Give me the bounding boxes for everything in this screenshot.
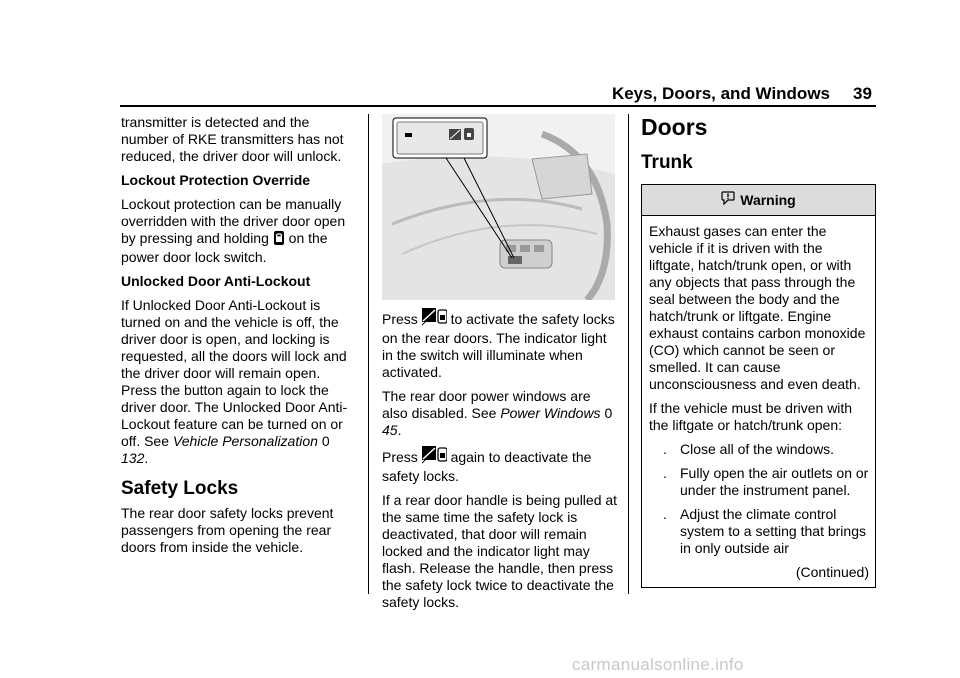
chapter-heading-doors: Doors [641,114,708,140]
cross-reference-page[interactable]: 132 [121,450,145,466]
text: . [144,450,149,466]
section-heading-trunk: Trunk [641,152,693,173]
paragraph [121,196,357,266]
warning-label: Warning [740,191,796,208]
paragraph: If a rear door handle is being pulled at the same time the safety lock is deactivated, that door will remain locked and the indicator light may flash. Release the handle, then press the safety lock twice to deactivate the safety locks. [382,492,618,610]
text: again to deactivate the safety locks. [382,449,592,484]
child-safety-lock-icon [422,446,447,468]
column-left [121,114,357,563]
column-middle [382,114,618,618]
cross-reference-title[interactable]: Power Windows [500,405,601,421]
bullet: . [663,465,667,481]
warning-body [642,216,875,587]
text: If Unlocked Door Anti-Lockout is turned on and the vehicle is off, the driver door is open, and locking is requested, all the doors will lock and the driver door will remain open. Press the button again to lock the driver door. The Unlocked Door Anti-Lockout feature can be turned on or off. See [121,297,348,449]
text: Lockout protection can be manually overridden with the driver door open by pressing and holding [121,196,346,246]
child-safety-lock-icon [422,308,447,330]
paragraph: Exhaust gases can enter the vehicle if it is driven with the liftgate, hatch/trunk open, or with any objects that pass through the seal between the body and the hatch/trunk or liftgate. Engine exhaust contains carbon monoxide (CO) which cannot be seen or smelled. It can cause unconsciousness and even death. [649,223,866,392]
paragraph [382,388,618,439]
paragraph: The rear door safety locks prevent passengers from opening the rear doors from inside the vehicle. [121,505,334,555]
list-item [649,506,869,557]
text: The rear door power windows are also disabled. See [382,388,591,421]
section-heading-safety-locks: Safety Locks [121,478,239,499]
header-rule [120,105,876,107]
list-item [649,465,869,499]
text: Adjust the climate control system to a setting that brings in only outside air [680,506,866,556]
page-number: 39 [853,84,872,103]
text: Close all of the windows. [680,441,835,457]
ref-arrow: 0 [321,433,330,449]
page-header [0,84,960,106]
text: to activate the safety locks on the rear doors. The indicator light in the switch will illuminate when activated. [382,311,615,380]
lock-icon [273,231,285,249]
continued-label: (Continued) [795,564,869,580]
bullet-list [649,441,869,557]
text: . [397,422,402,438]
text: Press [382,449,418,465]
paragraph [382,446,618,485]
column-divider [628,114,629,594]
ref-arrow: 0 [604,405,613,421]
warning-box [641,184,876,588]
bullet: . [663,441,667,457]
bullet: . [663,506,667,522]
column-right [641,114,876,588]
text: Press [382,311,418,327]
paragraph: If the vehicle must be driven with the liftgate or hatch/trunk open: [649,400,853,433]
list-item [649,441,869,458]
paragraph: transmitter is detected and the number of RKE transmitters has not reduced, the driver door will unlock. [121,114,344,164]
paragraph [121,297,357,467]
lockout-heading: Lockout Protection Override [121,172,311,188]
anti-lockout-heading: Unlocked Door Anti-Lockout [121,273,311,289]
cross-reference-title[interactable]: Vehicle Personalization [172,433,318,449]
warning-header [642,185,875,216]
door-switch-illustration [382,114,615,300]
text: on the power door lock switch. [121,230,328,265]
warning-icon [721,191,735,209]
column-divider [368,114,369,594]
text: Fully open the air outlets on or under the instrument panel. [680,465,869,498]
paragraph [382,308,618,381]
watermark: carmanualsonline.info [572,655,744,674]
running-header-title: Keys, Doors, and Windows [611,84,830,103]
cross-reference-page[interactable]: 45 [382,422,398,438]
